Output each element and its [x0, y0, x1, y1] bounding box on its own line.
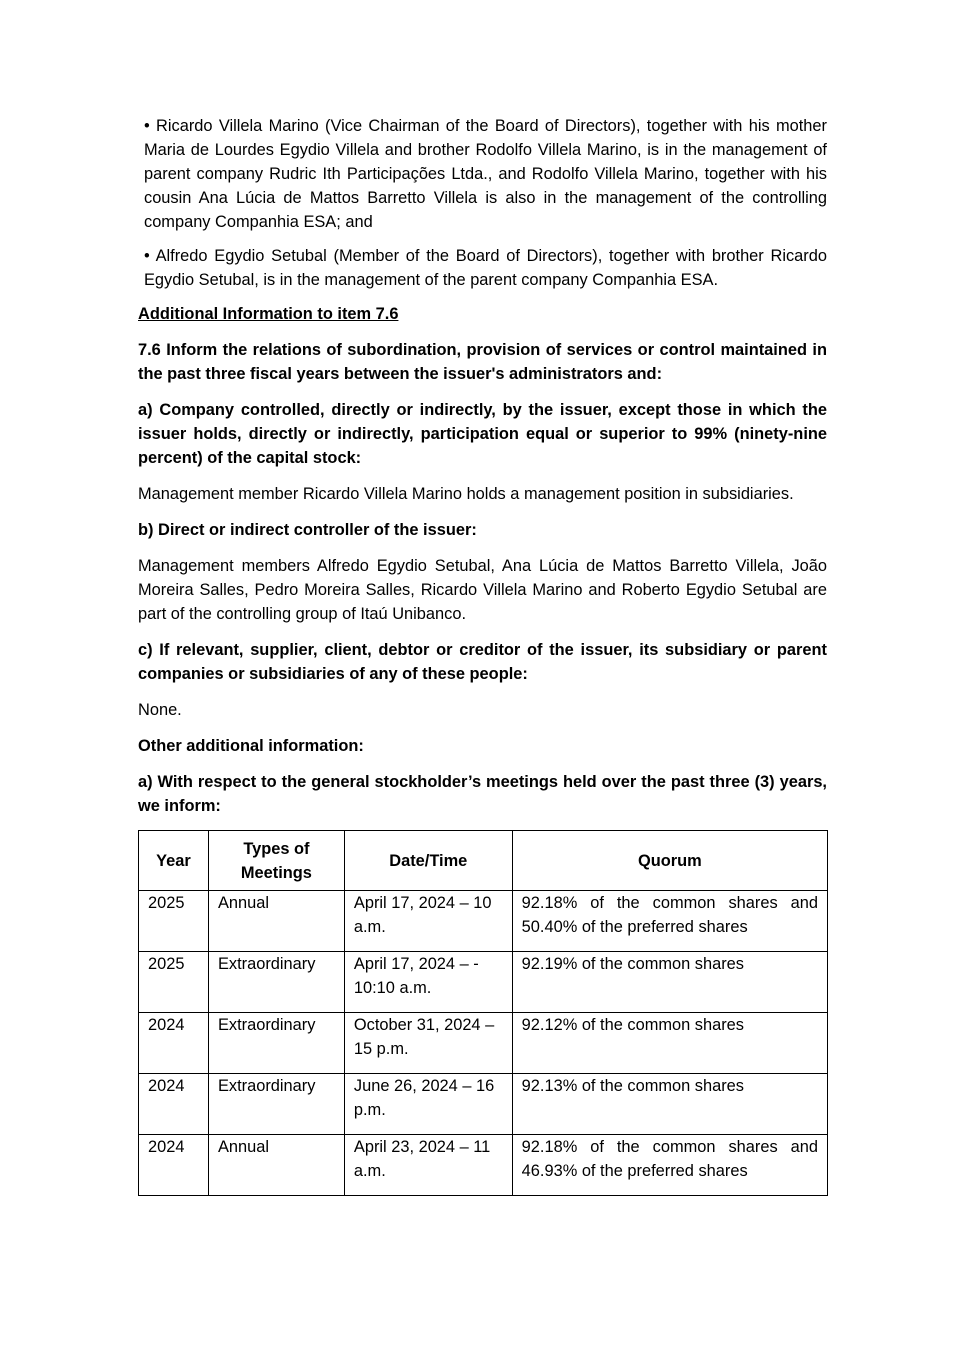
- other-info-heading: Other additional information:: [138, 737, 364, 755]
- item-a-answer: Management member Ricardo Villela Marino holds a management position in subsidiaries.: [138, 485, 794, 503]
- cell-date: April 23, 2024 – 11 a.m.: [344, 1135, 512, 1196]
- document-page: [138, 114, 827, 1196]
- table-row: [139, 891, 828, 952]
- cell-date: April 17, 2024 – 10 a.m.: [344, 891, 512, 952]
- bullet-alfredo-egydio-setubal: • Alfredo Egydio Setubal (Member of the Board of Directors), together with brother Ricardo Egydio Setubal, is in the management of the parent company Companhia ESA.: [144, 247, 827, 289]
- cell-type: Extraordinary: [208, 952, 344, 1013]
- cell-type: Extraordinary: [208, 1074, 344, 1135]
- cell-date: October 31, 2024 – 15 p.m.: [344, 1013, 512, 1074]
- table-row: [139, 1074, 828, 1135]
- cell-quorum: 92.18% of the common shares and 46.93% of the preferred shares: [512, 1135, 827, 1196]
- meetings-table: [138, 830, 828, 1196]
- item-7-6-question: 7.6 Inform the relations of subordination, provision of services or control maintained in the past three fiscal years between the issuer's administrators and:: [138, 341, 827, 383]
- table-header-row: [139, 831, 828, 891]
- item-a-question: a) Company controlled, directly or indirectly, by the issuer, except those in which the issuer holds, directly or indirectly, participation equal or superior to 99% (ninety-nine percent) of the capital stock:: [138, 401, 827, 467]
- cell-quorum: 92.19% of the common shares: [512, 952, 827, 1013]
- header-year: Year: [139, 831, 209, 891]
- cell-quorum: 92.12% of the common shares: [512, 1013, 827, 1074]
- cell-type: Annual: [208, 1135, 344, 1196]
- cell-year: 2025: [139, 891, 209, 952]
- table-row: [139, 952, 828, 1013]
- header-types-of-meetings: Types of Meetings: [208, 831, 344, 891]
- item-b-question: b) Direct or indirect controller of the issuer:: [138, 521, 477, 539]
- cell-year: 2024: [139, 1074, 209, 1135]
- cell-date: April 17, 2024 – - 10:10 a.m.: [344, 952, 512, 1013]
- item-c-question: c) If relevant, supplier, client, debtor or creditor of the issuer, its subsidiary or parent companies or subsidiaries of any of these people:: [138, 641, 827, 683]
- bullet-ricardo-villela-marino: • Ricardo Villela Marino (Vice Chairman of the Board of Directors), together with his mother Maria de Lourdes Egydio Villela and brother Rodolfo Villela Marino, is in the management of parent company Rudric Ith Participações Ltda., and Rodolfo Villela Marino, together with his cousin Ana Lúcia de Mattos Barretto Villela is also in the management of the controlling company Companhia ESA; and: [144, 117, 827, 231]
- cell-quorum: 92.18% of the common shares and 50.40% of the preferred shares: [512, 891, 827, 952]
- table-row: [139, 1013, 828, 1074]
- cell-year: 2024: [139, 1013, 209, 1074]
- cell-quorum: 92.13% of the common shares: [512, 1074, 827, 1135]
- cell-year: 2024: [139, 1135, 209, 1196]
- cell-type: Annual: [208, 891, 344, 952]
- header-quorum: Quorum: [512, 831, 827, 891]
- table-row: [139, 1135, 828, 1196]
- cell-year: 2025: [139, 952, 209, 1013]
- item-c-answer: None.: [138, 701, 182, 719]
- cell-date: June 26, 2024 – 16 p.m.: [344, 1074, 512, 1135]
- additional-info-heading: Additional Information to item 7.6: [138, 305, 399, 323]
- cell-type: Extraordinary: [208, 1013, 344, 1074]
- item-b-answer: Management members Alfredo Egydio Setubal, Ana Lúcia de Mattos Barretto Villela, João Moreira Salles, Pedro Moreira Salles, Ricardo Villela Marino and Roberto Egydio Setubal are part of the controlling group of Itaú Unibanco.: [138, 557, 827, 623]
- header-date-time: Date/Time: [344, 831, 512, 891]
- meetings-intro: a) With respect to the general stockholder’s meetings held over the past three (3) years, we inform:: [138, 773, 827, 815]
